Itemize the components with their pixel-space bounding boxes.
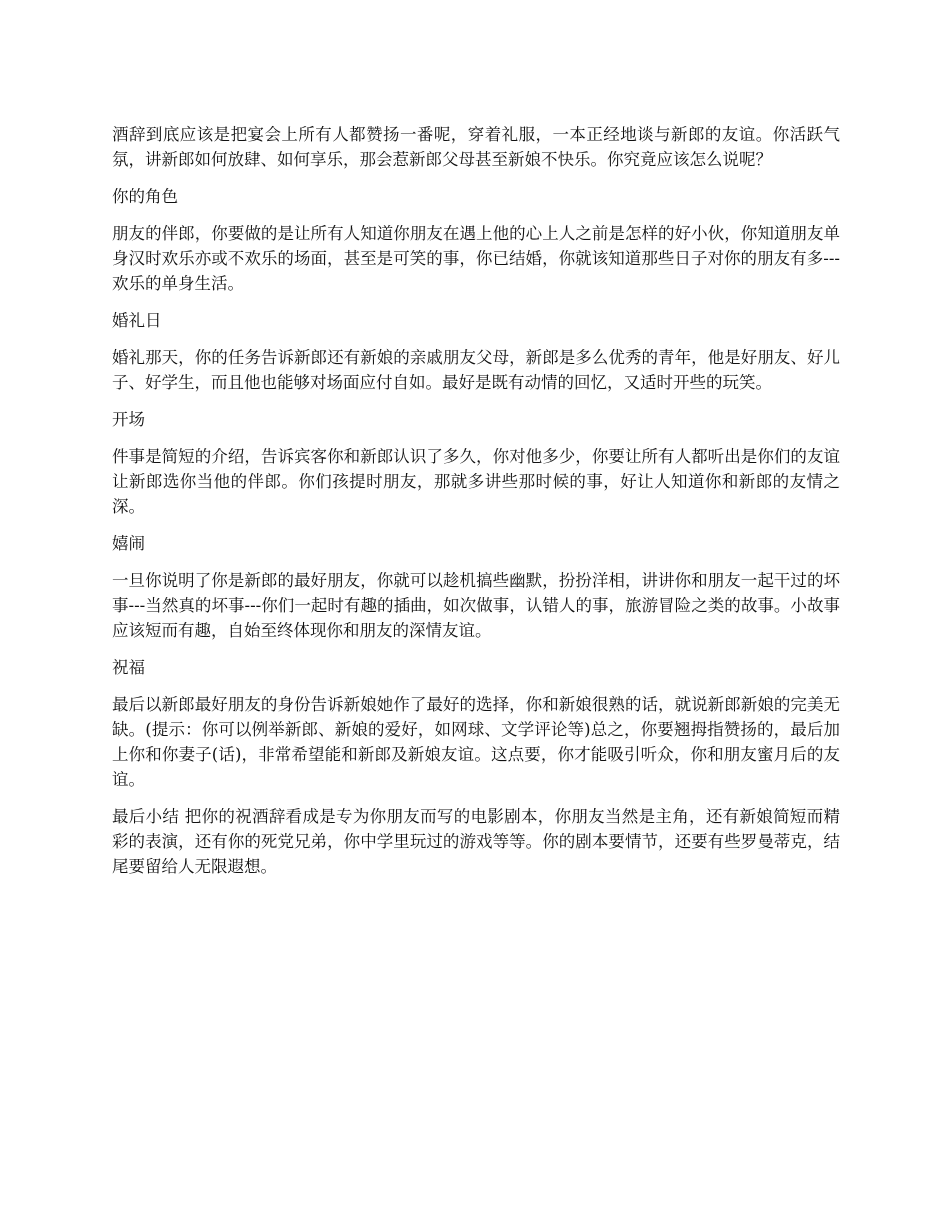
blessing-paragraph: 最后以新郎最好朋友的身份告诉新娘她作了最好的选择，你和新娘很熟的话，就说新郎新娘的完美无缺。(提示：你可以例举新郎、新娘的爱好，如网球、文学评论等)总之，你要翘拇指赞扬的，最后加上你和你妻子(话)，非常希望能和新郎及新娘友谊。这点要，你才能吸引听众，你和朋友蜜月后的友谊。 — [112, 695, 840, 789]
humor-paragraph: 一旦你说明了你是新郎的最好朋友，你就可以趁机搞些幽默，扮扮洋相，讲讲你和朋友一起干过的坏事---当然真的坏事---你们一起时有趣的插曲，如次做事，认错人的事，旅游冒险之类的故事。小故事应该短而有趣，自始至终体现你和朋友的深情友谊。 — [112, 571, 840, 640]
document-body — [112, 122, 840, 891]
section-heading-opening: 开场 — [112, 410, 145, 429]
wedding-day-paragraph: 婚礼那天，你的任务告诉新郎还有新娘的亲戚朋友父母，新郎是多么优秀的青年，他是好朋友、好儿子、好学生，而且他也能够对场面应付自如。最好是既有动情的回忆，又适时开些的玩笑。 — [112, 348, 840, 392]
section-heading-role: 你的角色 — [112, 187, 178, 206]
opening-paragraph: 件事是简短的介绍，告诉宾客你和新郎认识了多久，你对他多少，你要让所有人都听出是你们的友谊让新郎选你当他的伴郎。你们孩提时朋友，那就多讲些那时候的事，好让人知道你和新郎的友情之深。 — [112, 447, 840, 516]
intro-paragraph: 酒辞到底应该是把宴会上所有人都赞扬一番呢，穿着礼服，一本正经地谈与新郎的友谊。你活跃气氛，讲新郎如何放肆、如何享乐，那会惹新郎父母甚至新娘不快乐。你究竟应该怎么说呢？ — [112, 125, 840, 169]
section-heading-wedding-day: 婚礼日 — [112, 311, 162, 330]
role-paragraph: 朋友的伴郎，你要做的是让所有人知道你朋友在遇上他的心上人之前是怎样的好小伙，你知道朋友单身汉时欢乐亦或不欢乐的场面，甚至是可笑的事，你已结婚，你就该知道那些日子对你的朋友有多---欢乐的单身生活。 — [112, 224, 840, 293]
section-heading-blessing: 祝福 — [112, 658, 145, 677]
summary-paragraph: 最后小结 把你的祝酒辞看成是专为你朋友而写的电影剧本，你朋友当然是主角，还有新娘简短而精彩的表演，还有你的死党兄弟，你中学里玩过的游戏等等。你的剧本要情节，还要有些罗曼蒂克，结尾要留给人无限遐想。 — [112, 807, 840, 876]
section-heading-humor: 嬉闹 — [112, 534, 145, 553]
